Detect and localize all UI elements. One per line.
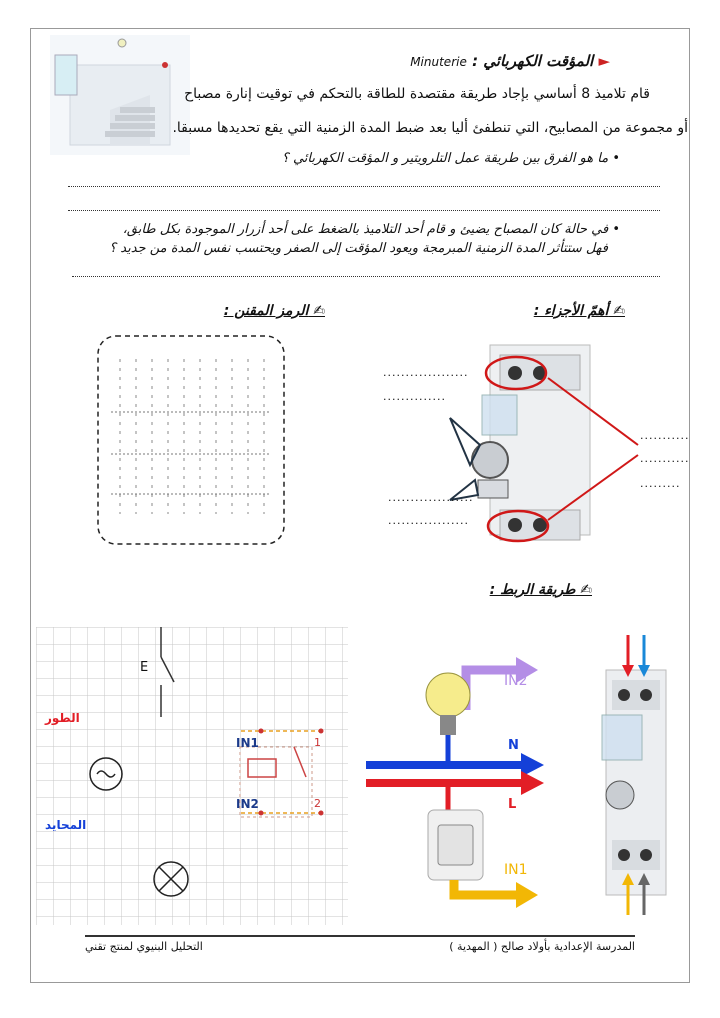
answer-line xyxy=(68,210,660,211)
in1-wire-label: IN1 xyxy=(504,862,528,878)
part-label-blank: ........... xyxy=(640,452,690,465)
staircase-illustration xyxy=(50,35,190,155)
section-wiring-heading: ✍ طريقة الربط : xyxy=(489,582,592,598)
footer-school: المدرسة الإعدادية بأولاد صالح ( المهدية ) xyxy=(449,940,635,953)
in1-label: IN1 xyxy=(236,736,259,750)
terminal-1-label: 1 xyxy=(314,736,321,749)
page-title: ► المؤقت الكهربائي : Minuterie xyxy=(410,52,610,70)
switch-label: E xyxy=(140,660,149,675)
question-1: • ما هو الفرق بين طريقة عمل التلرويتير و المؤقت الكهربائي ؟ xyxy=(281,151,620,166)
answer-line xyxy=(72,276,660,277)
intro-line-2: أو مجموعة من المصابيح، التي تنطفئ أليا بعد ضبط المدة الزمنية التي يقع تحديدها مسبقا. xyxy=(172,120,688,136)
intro-line-1: قام تلاميذ 8 أساسي بإجاد طريقة مقتصدة للطاقة بالتحكم في توقيت إنارة مصباح xyxy=(184,86,650,102)
timer-parts-diagram xyxy=(440,330,640,550)
part-label-blank: .................. xyxy=(388,514,469,527)
section-symbol-heading: ✍ الرمز المقنن : xyxy=(223,303,325,319)
section-parts-heading: ✍ أهمّ الأجزاء : xyxy=(533,303,625,319)
part-label-blank: ................... xyxy=(383,366,469,379)
phase-label: الطور xyxy=(45,711,80,725)
part-label-blank: .............. xyxy=(383,390,446,403)
footer-subject: التحليل البنيوي لمنتج تقني xyxy=(85,940,203,953)
part-label-blank: ......... xyxy=(640,477,681,490)
part-label-blank: ........... xyxy=(640,429,690,442)
neutral-label: المحايد xyxy=(45,818,87,832)
footer-divider xyxy=(85,935,635,937)
symbol-drawing-area xyxy=(96,334,286,546)
neutral-wire-label: N xyxy=(508,738,519,753)
in2-label: IN2 xyxy=(236,797,259,811)
answer-line xyxy=(68,186,660,187)
question-2-line-2: فهل ستتأثر المدة الزمنية المبرمجة ويعود المؤقت إلى الصفر ويحتسب نفس المدة من جديد ؟ xyxy=(109,241,608,256)
wiring-grid-diagram xyxy=(36,627,348,925)
wiring-illustration xyxy=(366,625,686,925)
phase-wire-label: L xyxy=(508,797,517,812)
part-label-blank: ................... xyxy=(388,491,474,504)
terminal-2-label: 2 xyxy=(314,797,321,810)
question-2: • في حالة كان المصباح يضيئ و قام أحد التلاميذ بالضغط على أحد أزرار الموجودة بكل طابق، xyxy=(122,222,620,237)
in2-wire-label: IN2 xyxy=(504,673,528,689)
